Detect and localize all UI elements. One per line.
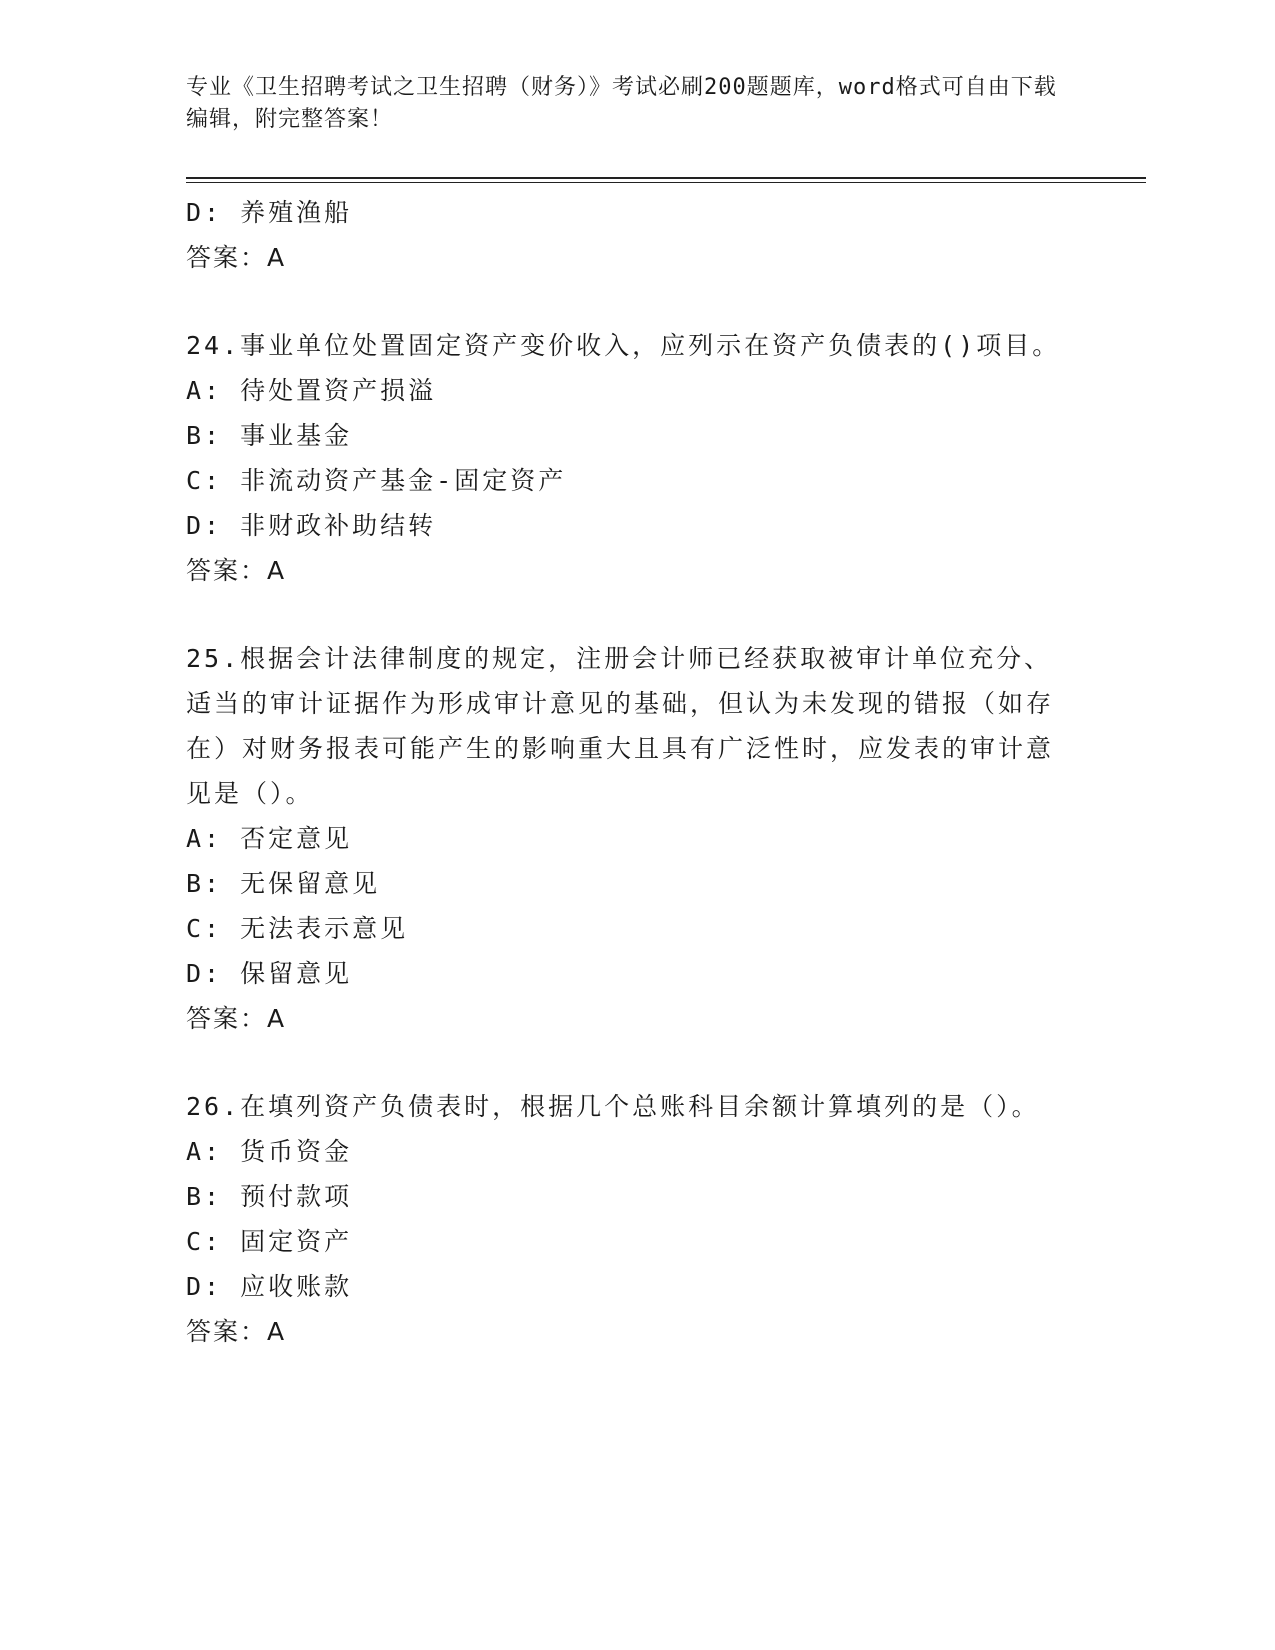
question-25-option-b: B: 无保留意见 (186, 869, 381, 898)
question-content (186, 190, 1066, 1354)
question-24-option-a: A: 待处置资产损溢 (186, 376, 437, 405)
document-header: 专业《卫生招聘考试之卫生招聘（财务）》考试必刷200题题库，word格式可自由下载编辑，附完整答案！ (186, 75, 1057, 132)
question-25-answer: 答案：A (186, 1004, 287, 1033)
question-24-stem: 24.事业单位处置固定资产变价收入，应列示在资产负债表的()项目。 (186, 331, 1061, 360)
question-25-option-d: D: 保留意见 (186, 959, 353, 988)
question-24-option-d: D: 非财政补助结转 (186, 511, 437, 540)
question-26-answer: 答案：A (186, 1317, 287, 1346)
question-24-option-c: C: 非流动资产基金-固定资产 (186, 466, 567, 495)
question-25-stem: 25.根据会计法律制度的规定，注册会计师已经获取被审计单位充分、适当的审计证据作为形成审计意见的基础，但认为未发现的错报（如存在）对财务报表可能产生的影响重大且具有广泛性时，应发表的审计意见是（）。 (186, 644, 1055, 808)
question-25-option-a: A: 否定意见 (186, 824, 353, 853)
question-25-option-c: C: 无法表示意见 (186, 914, 409, 943)
prev-answer: 答案：A (186, 243, 287, 272)
question-26-option-c: C: 固定资产 (186, 1227, 353, 1256)
header-divider (186, 177, 1146, 183)
question-26-option-b: B: 预付款项 (186, 1182, 353, 1211)
question-26-stem: 26.在填列资产负债表时，根据几个总账科目余额计算填列的是（）。 (186, 1092, 1040, 1121)
prev-option-d: D: 养殖渔船 (186, 198, 353, 227)
question-26-option-a: A: 货币资金 (186, 1137, 353, 1166)
question-26-option-d: D: 应收账款 (186, 1272, 353, 1301)
question-24-option-b: B: 事业基金 (186, 421, 353, 450)
question-24-answer: 答案：A (186, 556, 287, 585)
